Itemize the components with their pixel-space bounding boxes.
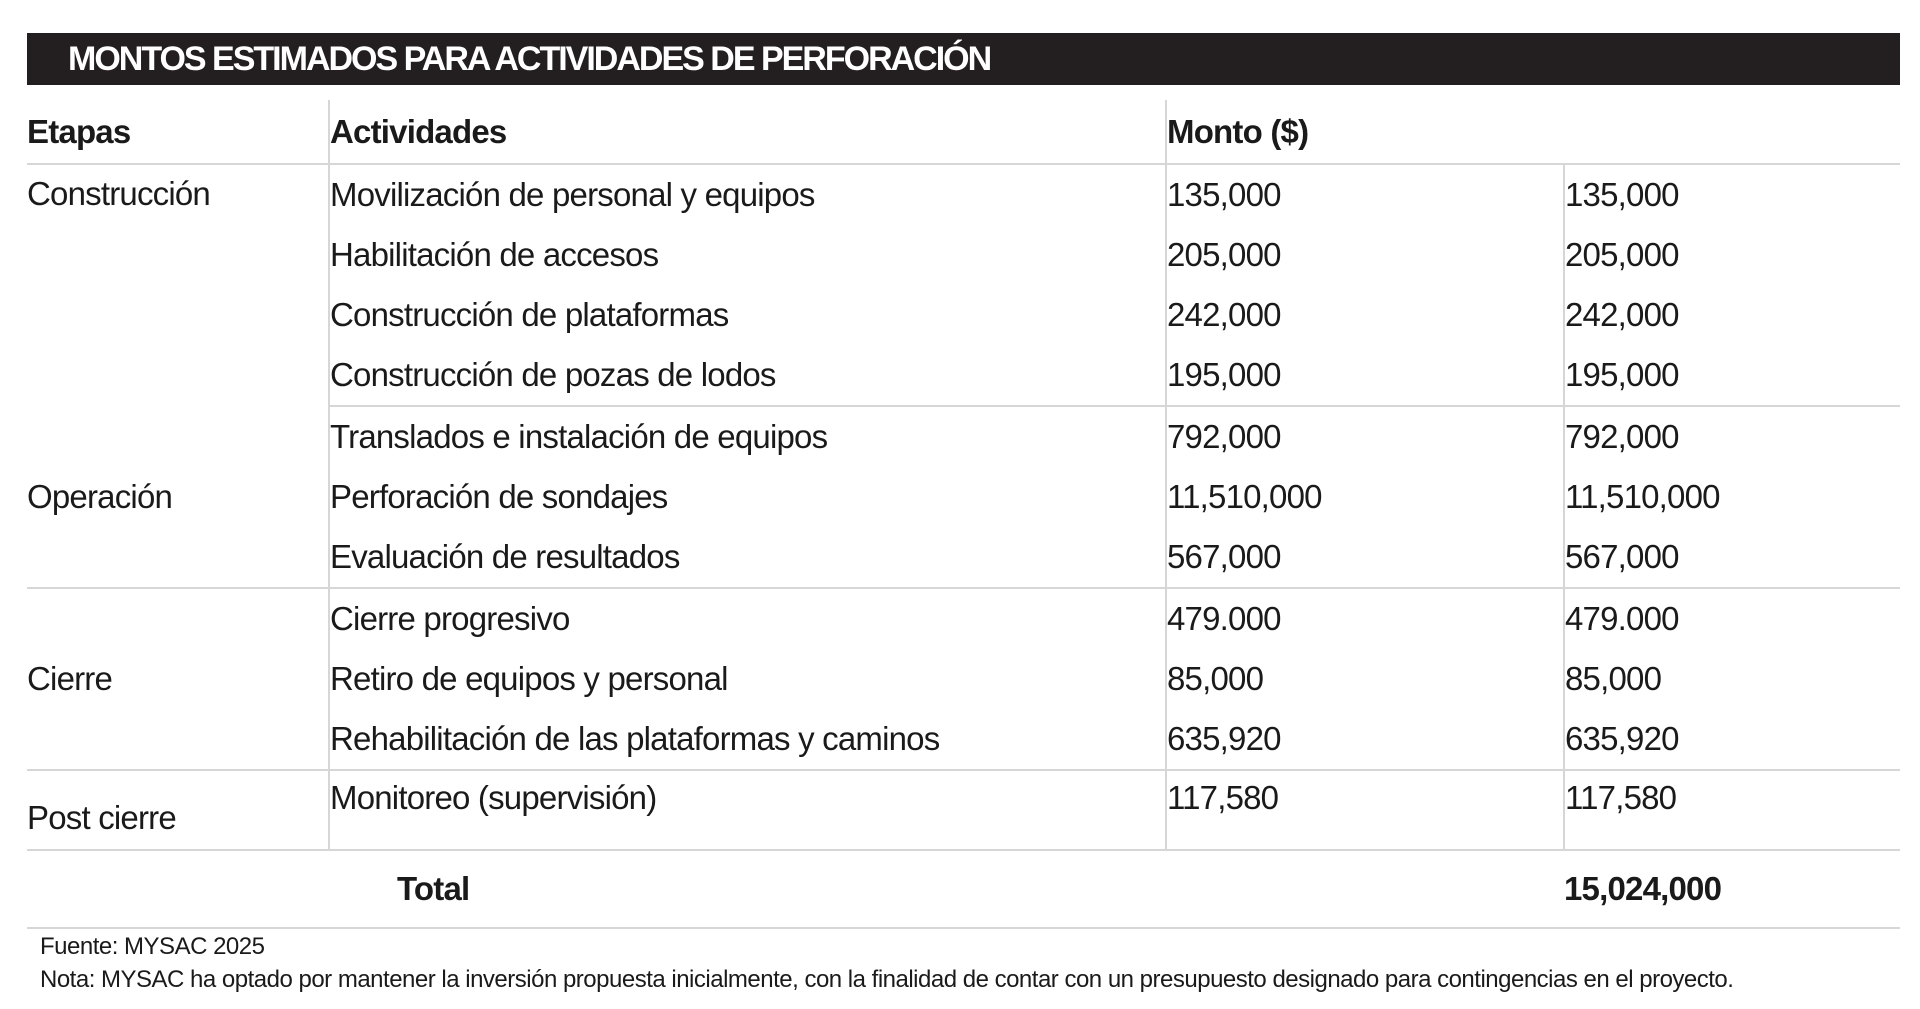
footnote: Nota: MYSAC ha optado por mantener la inversión propuesta inicialmente, con la finalidad de contar con un presupuesto designado para contingencias en el proyecto.: [40, 966, 1734, 993]
activity-cell: Rehabilitación de las plataformas y caminos: [329, 709, 1166, 770]
activity-cell: Movilización de personal y equipos: [329, 164, 1166, 225]
table-row: [27, 406, 1900, 467]
activity-cell: Construcción de pozas de lodos: [329, 345, 1166, 406]
amount-cell: 205,000: [1166, 225, 1564, 285]
stage-cierre: Cierre: [27, 588, 329, 770]
total-spacer: [27, 850, 329, 928]
total-spacer: [1166, 850, 1564, 928]
amount-cell: 242,000: [1564, 285, 1900, 345]
total-label: Total: [329, 850, 1166, 928]
amount-cell: 635,920: [1564, 709, 1900, 770]
activity-cell: Cierre progresivo: [329, 588, 1166, 649]
header-actividades: Actividades: [329, 100, 1166, 164]
amount-cell: 117,580: [1564, 770, 1900, 850]
source-note: Fuente: MYSAC 2025: [40, 933, 265, 960]
header-monto: Monto ($): [1166, 100, 1900, 164]
amount-cell: 117,580: [1166, 770, 1564, 850]
amount-cell: 85,000: [1564, 649, 1900, 709]
activity-cell: Perforación de sondajes: [329, 467, 1166, 527]
activity-cell: Habilitación de accesos: [329, 225, 1166, 285]
amount-cell: 792,000: [1166, 406, 1564, 467]
amount-cell: 195,000: [1564, 345, 1900, 406]
amount-cell: 85,000: [1166, 649, 1564, 709]
table-row: [27, 164, 1900, 225]
amount-cell: 635,920: [1166, 709, 1564, 770]
footer: [40, 930, 1733, 996]
table-row: [27, 588, 1900, 649]
stage-operacion: Operación: [27, 406, 329, 588]
budget-table: [27, 100, 1900, 929]
amount-cell: 242,000: [1166, 285, 1564, 345]
stage-construccion: Construcción: [27, 175, 210, 212]
table-row: [27, 770, 1900, 850]
amount-cell: 135,000: [1166, 164, 1564, 225]
amount-cell: 792,000: [1564, 406, 1900, 467]
activity-cell: Monitoreo (supervisión): [329, 770, 1166, 850]
amount-cell: 479.000: [1166, 588, 1564, 649]
amount-cell: 567,000: [1564, 527, 1900, 588]
activity-cell: Retiro de equipos y personal: [329, 649, 1166, 709]
amount-cell: 135,000: [1564, 164, 1900, 225]
total-row: [27, 850, 1900, 928]
amount-cell: 567,000: [1166, 527, 1564, 588]
amount-cell: 11,510,000: [1564, 467, 1900, 527]
amount-cell: 479.000: [1564, 588, 1900, 649]
total-value: 15,024,000: [1564, 850, 1900, 928]
amount-cell: 11,510,000: [1166, 467, 1564, 527]
header-row: [27, 100, 1900, 164]
table-title: MONTOS ESTIMADOS PARA ACTIVIDADES DE PERFORACIÓN: [27, 33, 1900, 85]
activity-cell: Construcción de plataformas: [329, 285, 1166, 345]
stage-post-cierre: Post cierre: [27, 770, 329, 850]
header-etapas: Etapas: [27, 100, 329, 164]
amount-cell: 195,000: [1166, 345, 1564, 406]
amount-cell: 205,000: [1564, 225, 1900, 285]
activity-cell: Evaluación de resultados: [329, 527, 1166, 588]
activity-cell: Translados e instalación de equipos: [329, 406, 1166, 467]
